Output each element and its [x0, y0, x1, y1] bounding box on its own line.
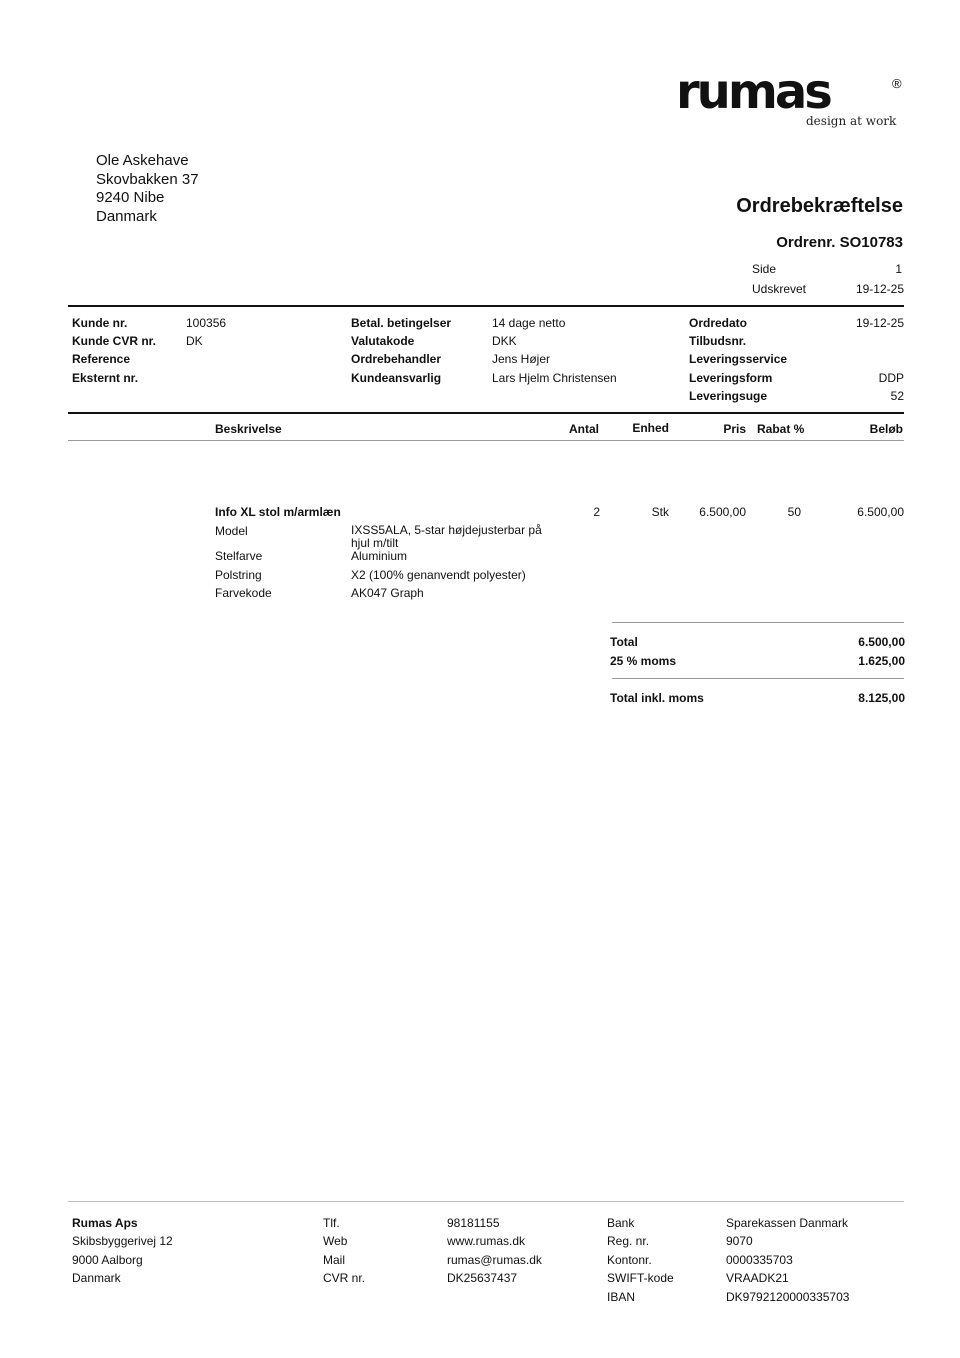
- footer-contact-labels: [323, 1214, 365, 1288]
- recipient-name: Ole Askehave: [96, 152, 189, 169]
- footer-divider: [68, 1201, 904, 1202]
- grand-total-value: 8.125,00: [858, 691, 905, 705]
- line-item-qty: 2: [593, 505, 600, 519]
- footer-web-label: Web: [323, 1234, 348, 1249]
- col-header-qty: Antal: [569, 422, 599, 436]
- total-label: Total: [610, 635, 638, 649]
- reference-label: Reference: [72, 352, 131, 366]
- footer-company-street: Skibsbyggerivej 12: [72, 1234, 173, 1249]
- quote-no-label: Tilbudsnr.: [689, 334, 747, 348]
- attr-upholstery-value: X2 (100% genanvendt polyester): [351, 568, 526, 582]
- vat-label: 25 % moms: [610, 654, 677, 668]
- footer-account-label: Kontonr.: [607, 1252, 652, 1267]
- line-item-description: Info XL stol m/armlæn: [215, 505, 341, 519]
- attr-frame-color-value: Aluminium: [351, 549, 408, 563]
- registered-mark: ®: [892, 76, 902, 91]
- footer-company-country: Danmark: [72, 1271, 121, 1286]
- account-manager-label: Kundeansvarlig: [351, 371, 442, 385]
- footer-account-value: 0000335703: [726, 1252, 793, 1267]
- account-manager-value: Lars Hjelm Christensen: [492, 371, 617, 385]
- footer-cvr-value: DK25637437: [447, 1271, 518, 1286]
- attr-frame-color-label: Stelfarve: [215, 549, 263, 563]
- footer-phone-label: Tlf.: [323, 1216, 340, 1230]
- delivery-form-value: DDP: [878, 371, 904, 385]
- footer-mail-value: rumas@rumas.dk: [447, 1252, 542, 1267]
- customer-cvr-label: Kunde CVR nr.: [72, 334, 157, 348]
- currency-value: DKK: [492, 334, 517, 348]
- delivery-week-value: 52: [890, 389, 904, 403]
- footer-company: [72, 1214, 173, 1288]
- order-handler-label: Ordrebehandler: [351, 352, 442, 366]
- footer-bank-values: [726, 1214, 849, 1306]
- line-item-amount: 6.500,00: [857, 505, 904, 519]
- col-header-unit: Enhed: [632, 421, 669, 435]
- page-label: Side: [752, 262, 777, 276]
- customer-no-value: 100356: [186, 316, 227, 330]
- delivery-service-label: Leveringsservice: [689, 352, 788, 366]
- order-number: Ordrenr. SO10783: [776, 234, 903, 251]
- divider: [612, 622, 904, 623]
- printed-value: 19-12-25: [855, 282, 904, 296]
- attr-model-label: Model: [215, 524, 248, 538]
- payment-terms-label: Betal. betingelser: [351, 316, 452, 330]
- recipient-address: [96, 152, 199, 226]
- page-value: 1: [895, 262, 902, 276]
- total-value: 6.500,00: [858, 635, 905, 649]
- footer-company-name: Rumas Aps: [72, 1216, 138, 1230]
- footer-contact-values: [447, 1214, 542, 1288]
- footer-swift-value: VRAADK21: [726, 1271, 789, 1286]
- col-header-description: Beskrivelse: [215, 422, 282, 436]
- line-item-price: 6.500,00: [699, 505, 746, 519]
- delivery-form-label: Leveringsform: [689, 371, 773, 385]
- footer-mail-label: Mail: [323, 1252, 346, 1267]
- payment-terms-value: 14 dage netto: [492, 316, 566, 330]
- col-header-price: Pris: [723, 422, 746, 436]
- col-header-discount: Rabat %: [757, 422, 805, 436]
- recipient-street: Skovbakken 37: [96, 170, 199, 188]
- line-item-unit: Stk: [651, 505, 669, 519]
- currency-label: Valutakode: [351, 334, 415, 348]
- recipient-city: 9240 Nibe: [96, 189, 165, 206]
- footer-company-city: 9000 Aalborg: [72, 1252, 143, 1267]
- footer-phone-value: 98181155: [447, 1216, 500, 1230]
- grand-total-label: Total inkl. moms: [610, 691, 704, 705]
- vat-value: 1.625,00: [858, 654, 905, 668]
- attr-color-code-label: Farvekode: [215, 586, 272, 600]
- delivery-week-label: Leveringsuge: [689, 389, 768, 403]
- footer-web-value: www.rumas.dk: [447, 1234, 526, 1249]
- order-date-label: Ordredato: [689, 316, 748, 330]
- document-title: Ordrebekræftelse: [736, 195, 903, 217]
- footer-reg-value: 9070: [726, 1234, 753, 1249]
- footer-bank-value: Sparekassen Danmark: [726, 1216, 849, 1230]
- logo-tagline: design at work: [806, 114, 897, 128]
- footer-iban-label: IBAN: [607, 1289, 636, 1304]
- attr-model-value: IXSS5ALA, 5-star højdejusterbar på hjul m/tilt: [351, 523, 542, 550]
- customer-no-label: Kunde nr.: [72, 316, 128, 330]
- order-date-value: 19-12-25: [855, 316, 904, 330]
- footer-iban-value: DK9792120000335703: [726, 1289, 850, 1304]
- footer-bank-labels: [607, 1214, 674, 1306]
- recipient-country: Danmark: [96, 207, 157, 225]
- customer-cvr-value: DK: [186, 334, 203, 348]
- attr-color-code-value: AK047 Graph: [351, 586, 424, 600]
- divider: [68, 412, 904, 414]
- footer-bank-label: Bank: [607, 1216, 635, 1230]
- line-item-discount: 50: [787, 505, 801, 519]
- footer-swift-label: SWIFT-kode: [607, 1271, 674, 1286]
- col-header-amount: Beløb: [869, 422, 903, 436]
- divider: [68, 440, 904, 441]
- divider: [612, 678, 904, 679]
- footer-reg-label: Reg. nr.: [607, 1234, 650, 1249]
- printed-label: Udskrevet: [752, 282, 807, 296]
- footer-cvr-label: CVR nr.: [323, 1271, 366, 1286]
- order-handler-value: Jens Højer: [492, 352, 551, 366]
- divider: [68, 305, 904, 307]
- attr-upholstery-label: Polstring: [215, 568, 262, 582]
- external-no-label: Eksternt nr.: [72, 371, 139, 385]
- company-logo: rumas: [676, 64, 830, 120]
